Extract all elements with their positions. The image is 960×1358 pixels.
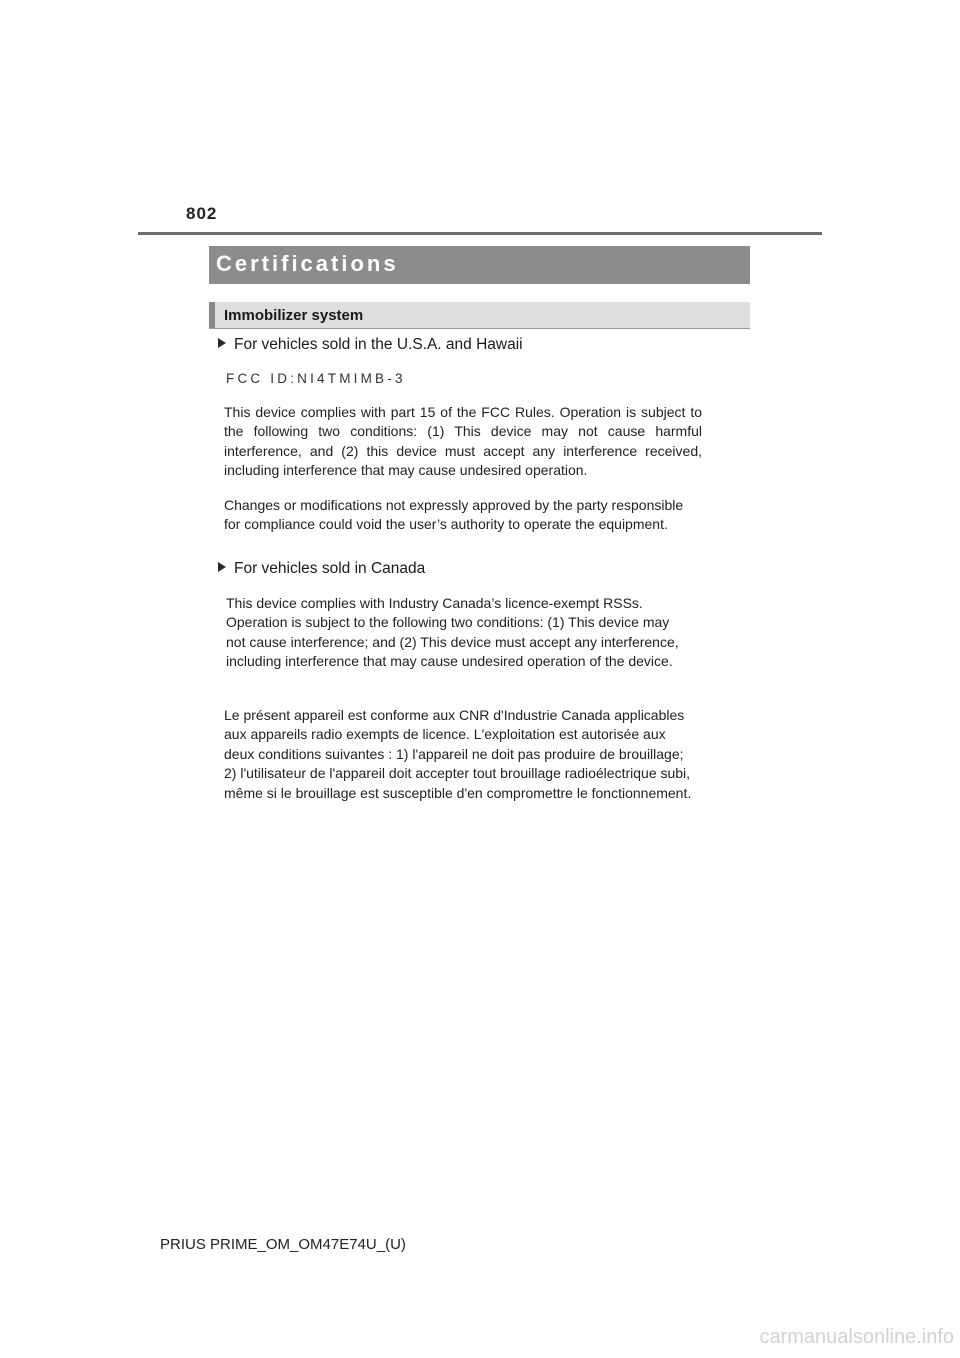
header-rule — [138, 232, 822, 235]
triangle-right-icon — [218, 562, 226, 572]
bullet-canada — [218, 560, 425, 578]
bullet-usa — [218, 336, 523, 354]
fcc-compliance-paragraph: This device complies with part 15 of the FCC Rules. Operation is subject to the following two conditions: (1) This device may not cause harmful interference, and (2) this device must accept any interference received, including interference that may cause undesired operation. — [224, 404, 702, 479]
subsection-title: Immobilizer system — [224, 307, 364, 324]
footer-document-code: PRIUS PRIME_OM_OM47E74U_(U) — [160, 1236, 406, 1253]
section-title: Certifications — [216, 251, 399, 276]
french-compliance-paragraph: Le présent appareil est conforme aux CNR d'Industrie Canada applicables aux appareils radio exempts de licence. L'exploitation est autorisée aux deux conditions suivantes : 1) l'appareil ne doit pas produire de brouillage; 2) l'utilisateur de l'appareil doit accepter tout brouillage radioélectrique subi, même si le brouillage est susceptible d'en compromettre le fonctionnement. — [224, 707, 692, 801]
bullet-usa-label: For vehicles sold in the U.S.A. and Hawaii — [234, 336, 523, 353]
watermark: carmanualsonline.info — [759, 1326, 954, 1348]
page-number: 802 — [186, 204, 218, 223]
triangle-right-icon — [218, 338, 226, 348]
bullet-canada-label: For vehicles sold in Canada — [234, 560, 426, 577]
industry-canada-paragraph: This device complies with Industry Canada’s licence-exempt RSSs. Operation is subject to the following two conditions: (1) This device may not cause interference; and (2) This device must accept any interference, including interference that may cause undesired operation of the device. — [226, 595, 679, 670]
fcc-id: FCC ID:NI4TMIMB-3 — [226, 371, 406, 386]
modifications-paragraph: Changes or modifications not expressly approved by the party responsible for compliance could void the user’s authority to operate the equipment. — [224, 497, 684, 533]
subsection-underline — [209, 328, 750, 329]
